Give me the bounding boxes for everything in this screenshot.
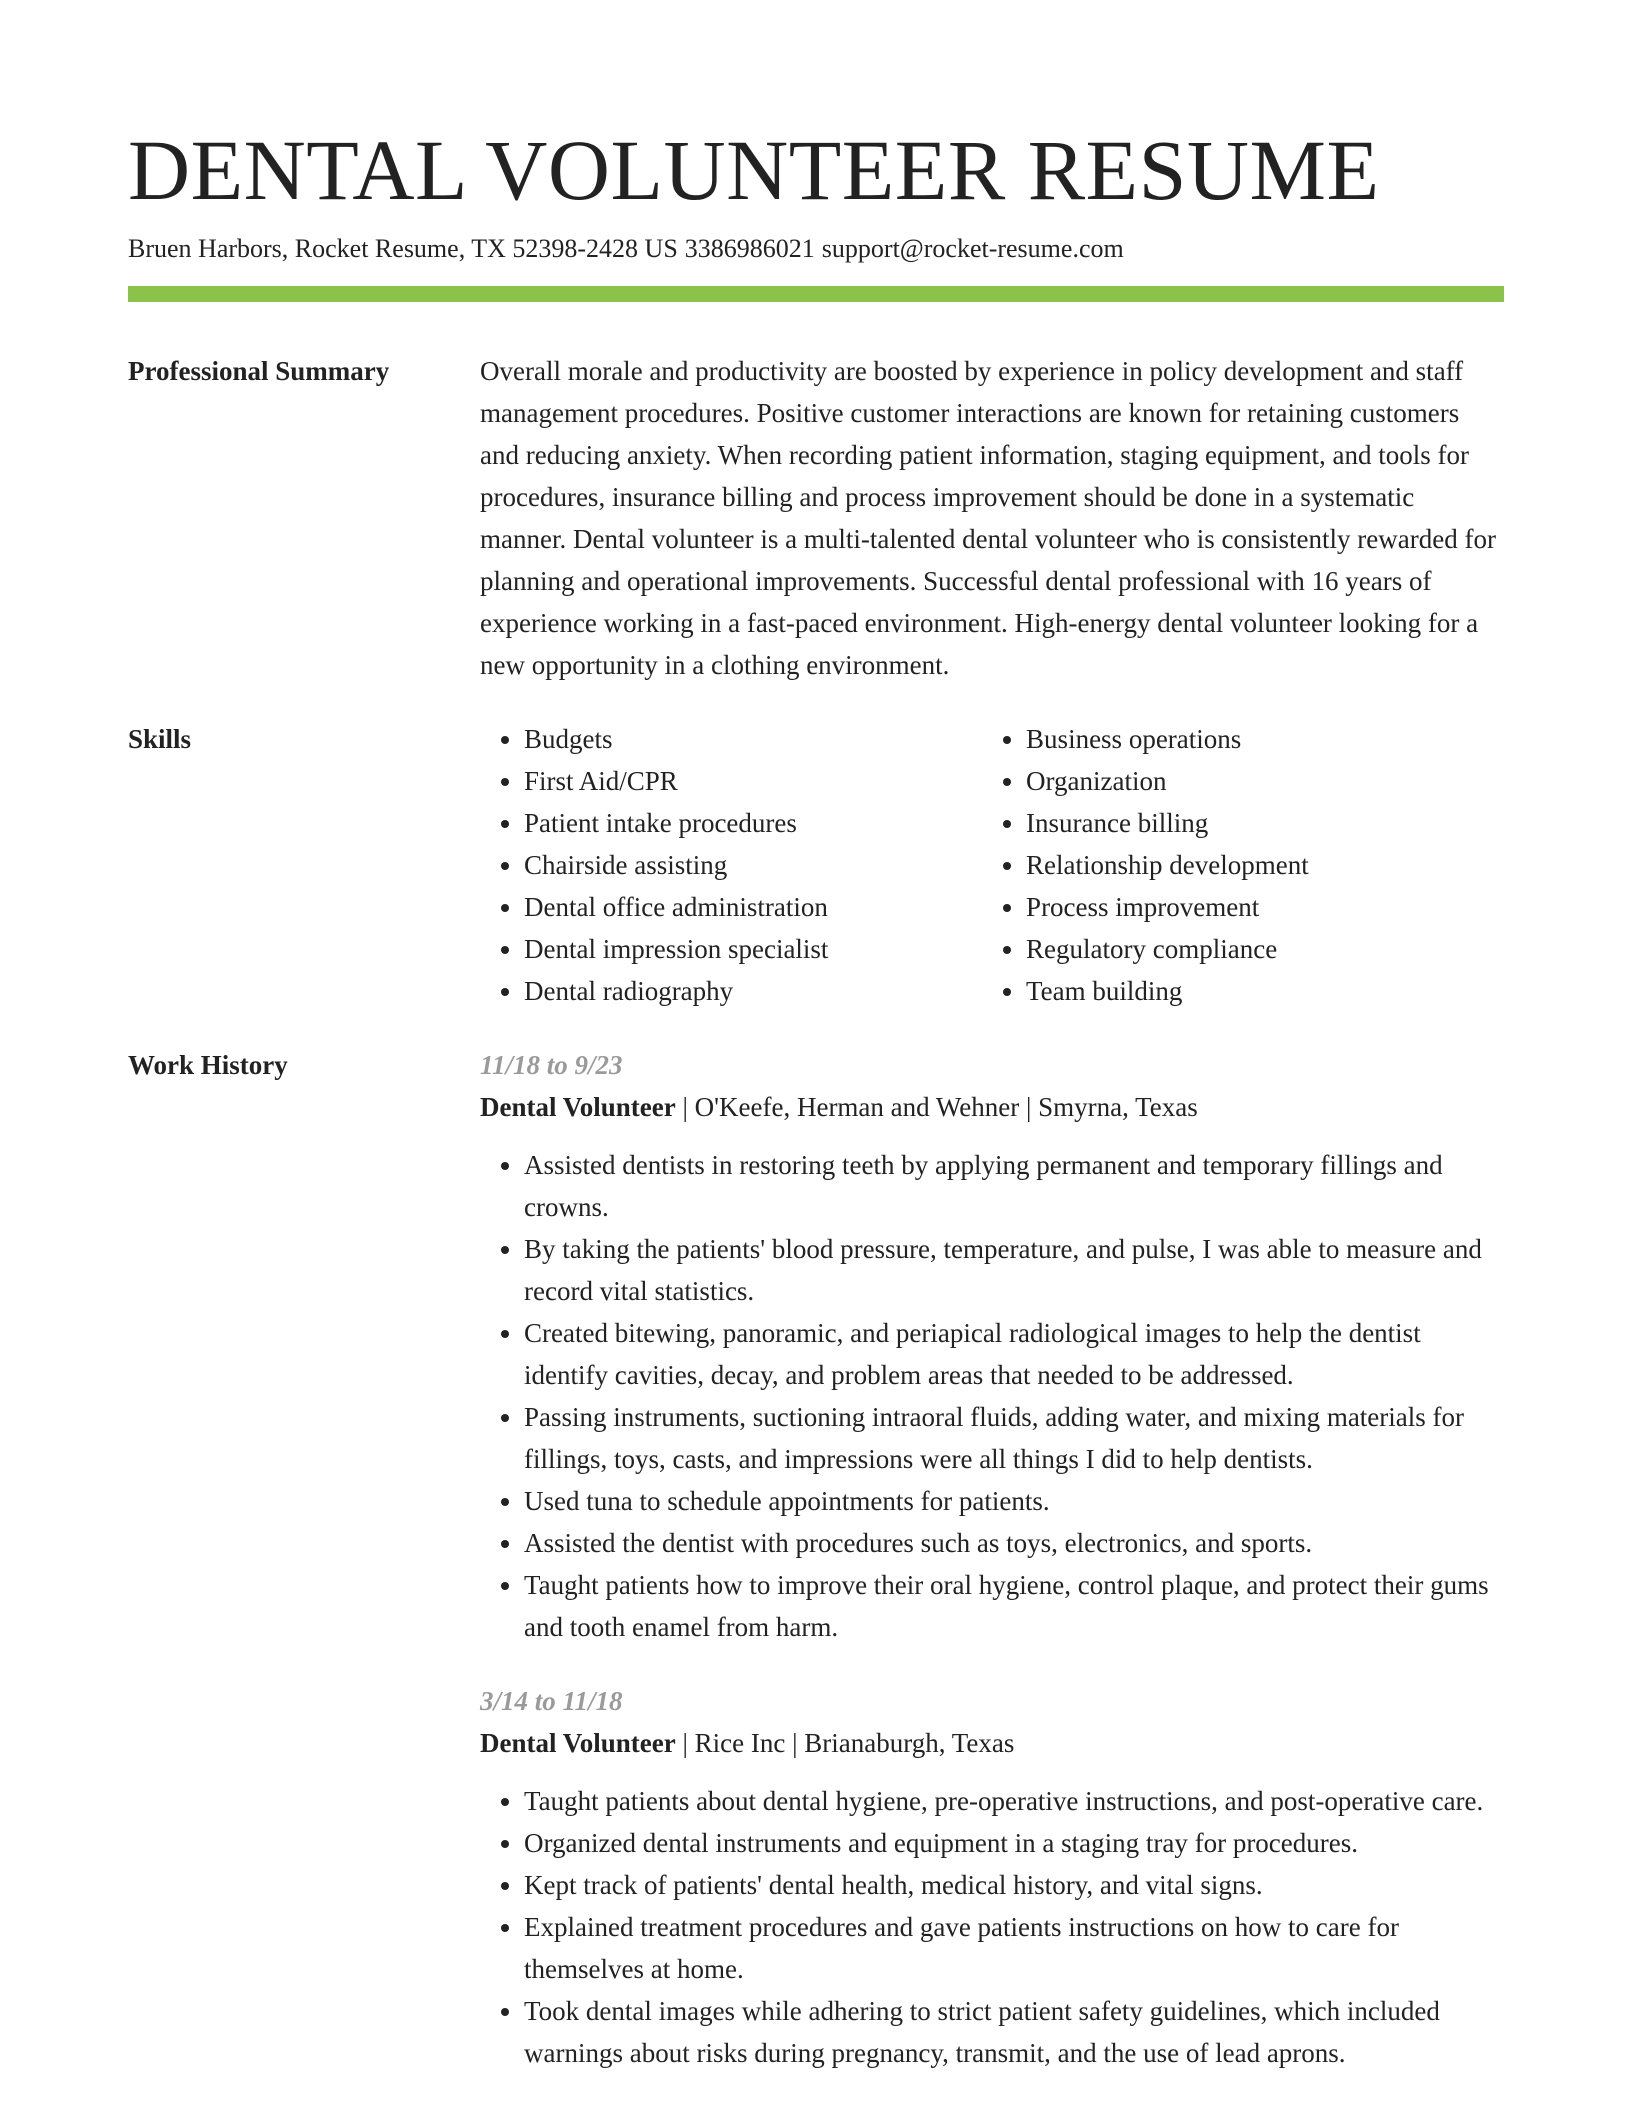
job-separator: |: [785, 1728, 805, 1758]
job-title-line: [480, 1722, 1504, 1764]
job-separator: |: [1019, 1092, 1039, 1122]
job-entry: [480, 1680, 1504, 2074]
skills-body: [480, 718, 1504, 1012]
skills-heading: Skills: [128, 724, 192, 754]
contact-address: Bruen Harbors, Rocket Resume, TX 52398-2428 US: [128, 234, 678, 263]
skill-item: • First Aid/CPR: [524, 760, 982, 802]
job-bullet: • By taking the patients' blood pressure, temperature, and pulse, I was able to measure and record vital statistics.: [524, 1228, 1504, 1312]
job-bullet: • Assisted dentists in restoring teeth by applying permanent and temporary fillings and crowns.: [524, 1144, 1504, 1228]
skill-item: • Regulatory compliance: [1026, 928, 1504, 970]
skill-item: • Team building: [1026, 970, 1504, 1012]
job-title: Dental Volunteer: [480, 1728, 676, 1758]
job-bullet: • Assisted the dentist with procedures such as toys, electronics, and sports.: [524, 1522, 1504, 1564]
job-entry: [480, 1044, 1504, 1648]
skills-list-left: [480, 718, 982, 1012]
skill-item: • Organization: [1026, 760, 1504, 802]
resume-title: DENTAL VOLUNTEER RESUME: [128, 122, 1380, 218]
job-title: Dental Volunteer: [480, 1092, 676, 1122]
job-bullet-list: [480, 1780, 1504, 2074]
job-separator: |: [675, 1092, 695, 1122]
job-bullet: • Passing instruments, suctioning intraoral fluids, adding water, and mixing materials for fillings, toys, casts, and impressions were all things I did to help dentists.: [524, 1396, 1504, 1480]
skills-columns: [480, 718, 1504, 1012]
skill-item: • Business operations: [1026, 718, 1504, 760]
job-employer: Rice Inc: [694, 1728, 786, 1758]
job-bullet: • Taught patients about dental hygiene, pre-operative instructions, and post-operative care.: [524, 1780, 1504, 1822]
job-bullet: • Organized dental instruments and equipment in a staging tray for procedures.: [524, 1822, 1504, 1864]
job-dates: 11/18 to 9/23: [480, 1050, 623, 1080]
accent-divider: [128, 286, 1504, 302]
job-bullet: • Created bitewing, panoramic, and periapical radiological images to help the dentist identify cavities, decay, and problem areas that needed to be addressed.: [524, 1312, 1504, 1396]
skill-item: • Insurance billing: [1026, 802, 1504, 844]
job-bullet: • Taught patients how to improve their oral hygiene, control plaque, and protect their gums and tooth enamel from harm.: [524, 1564, 1504, 1648]
contact-line: [128, 232, 1124, 266]
skill-item: • Patient intake procedures: [524, 802, 982, 844]
skills-list-right: [982, 718, 1504, 1012]
skill-item: • Dental radiography: [524, 970, 982, 1012]
job-separator: |: [675, 1728, 695, 1758]
skill-item: • Dental impression specialist: [524, 928, 982, 970]
job-title-line: [480, 1086, 1504, 1128]
job-bullet-list: [480, 1144, 1504, 1648]
job-bullet: • Kept track of patients' dental health, medical history, and vital signs.: [524, 1864, 1504, 1906]
work-history-heading: Work History: [128, 1050, 288, 1080]
job-bullet: • Explained treatment procedures and gave patients instructions on how to care for themselves at home.: [524, 1906, 1504, 1990]
summary-heading: Professional Summary: [128, 356, 390, 386]
skill-item: • Budgets: [524, 718, 982, 760]
summary-body: [480, 350, 1504, 686]
job-location: Brianaburgh, Texas: [804, 1728, 1015, 1758]
contact-email[interactable]: support@rocket-resume.com: [821, 234, 1124, 263]
job-bullet: • Used tuna to schedule appointments for patients.: [524, 1480, 1504, 1522]
work-history-body: [480, 1044, 1504, 2074]
job-bullet: • Took dental images while adhering to strict patient safety guidelines, which included warnings about risks during pregnancy, transmit, and the use of lead aprons.: [524, 1990, 1504, 2074]
skill-item: • Dental office administration: [524, 886, 982, 928]
job-dates: 3/14 to 11/18: [480, 1686, 623, 1716]
skill-item: • Chairside assisting: [524, 844, 982, 886]
skill-item: • Process improvement: [1026, 886, 1504, 928]
contact-phone: 3386986021: [684, 234, 815, 263]
job-location: Smyrna, Texas: [1038, 1092, 1198, 1122]
summary-text: Overall morale and productivity are boosted by experience in policy development and staff management procedures. Positive customer interactions are known for retaining customers and reducing anxiety. When recording patient information, staging equipment, and tools for procedures, insurance billing and process improvement should be done in a systematic manner. Dental volunteer is a multi-talented dental volunteer who is consistently rewarded for planning and operational improvements. Successful dental professional with 16 years of experience working in a fast-paced environment. High-energy dental volunteer looking for a new opportunity in a clothing environment.: [480, 356, 1496, 680]
job-employer: O'Keefe, Herman and Wehner: [694, 1092, 1020, 1122]
skill-item: • Relationship development: [1026, 844, 1504, 886]
